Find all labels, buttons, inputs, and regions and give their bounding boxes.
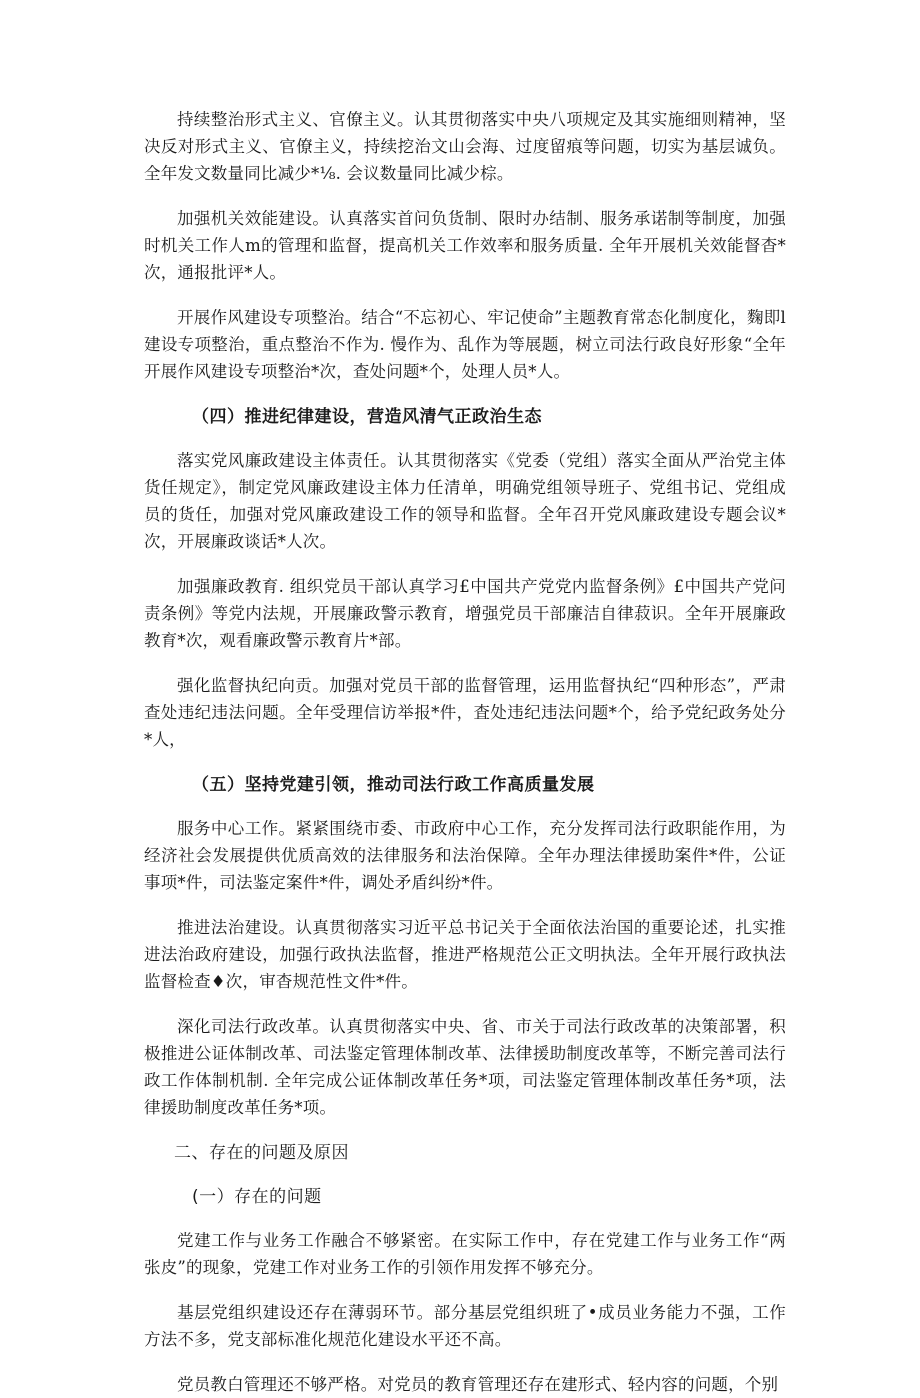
paragraph: 深化司法行政改革。认真贯彻落实中央、省、市关于司法行政改革的决策部署，积极推进公证体制改革、司法鉴定管理体制改革、法律援助制度改革等，不断完善司法行政工作体制机制. 全年完成公证体制改革任务*项，司法鉴定管理体制改革任务*项，法律援助制度改革任务*项。 xyxy=(144,1017,786,1117)
paragraph: 持续整治形式主义、官僚主义。认其贯彻落实中央八项规定及其实施细则精神，坚决反对形式主义、官僚主义，持续挖治文山会海、过度留痕等问题，切实为基层诚负。全年发文数量同比减少*⅛. 会议数量同比减少棕。 xyxy=(144,110,786,183)
paragraph: 基层党组织建设还存在薄弱环节。部分基层党组织班了•成员业务能力不强，工作方法不多，党支部标准化规范化建设水平还不高。 xyxy=(144,1303,786,1349)
paragraph: 落实党风廉政建设主体责任。认其贯彻落实《党委（党组）落实全面从严治党主体货任规定》，制定党风廉政建设主体力任清单，明确党组领导班子、党组书记、党组成员的货任，加强对党风廉政建设工作的领导和监督。全年召开党风廉政建设专题会议*次，开展廉政谈话*人次。 xyxy=(144,451,786,551)
section-heading: （五）坚持党建引领，推动司法行政工作高质量发展 xyxy=(192,775,595,795)
paragraph: 服务中心工作。紧紧围绕市委、市政府中心工作，充分发挥司法行政职能作用，为经济社会发展提供优质高效的法律服务和法治保障。全年办理法律援助案件*件，公证事项*件，司法鉴定案件*件，调处矛盾纠纷*件。 xyxy=(144,819,786,892)
paragraph: 加强廉政教育. 组织党员干部认真学习£中国共产党党内监督条例》£中国共产党问责条例》等党内法规，开展廉政警示教育，增强党员干部廉洁自律菽识。全年开展廉政教育*次，观看廉政警示教育片*部。 xyxy=(144,577,786,650)
paragraph: 加强机关效能建设。认真落实首问负货制、限时办结制、服务承诺制等制度，加强时机关工作人m的管理和监督，提高机关工作效率和服务质量. 全年开展机关效能督杳*次，通报批评*人。 xyxy=(144,209,786,282)
paragraph: 推进法治建设。认真贯彻落实习近平总书记关于全面依法治国的重要论述，扎实推进法治政府建设，加强行政执法监督，推进严格规范公正文明执法。全年开展行政执法监督检查♦次，审杳规范性文件*件。 xyxy=(144,918,786,991)
section-heading: （四）推进纪律建设，营造风清气正政治生态 xyxy=(192,407,542,427)
chapter-heading: 二、存在的问题及原因 xyxy=(174,1143,349,1163)
paragraph: 党员教白管理还不够严格。对党员的教育管理还存在建形式、轻内容的问题，个别 xyxy=(177,1375,779,1394)
section-heading: (一）存在的问题 xyxy=(192,1187,322,1207)
paragraph: 开展作风建设专项整治。结合“不忘初心、牢记使命”主题教育常态化制度化，麴即l建设专项整治，重点整治不作为. 慢作为、乱作为等展题，树立司法行政良好形象“全年开展作风建设专项整治*次，查处问题*个，处理人员*人。 xyxy=(144,308,786,381)
paragraph: 强化监督执纪向贡。加强对党员干部的监督管理，运用监督执纪“四种形态”，严肃查处违纪违法问题。全年受理信访举报*件，査处违纪违法问题*个，给予党纪政务处分*人， xyxy=(144,676,786,749)
paragraph: 党建工作与业务工作融合不够紧密。在实际工作中，存在党建工作与业务工作“两张皮”的现象，党建工作对业务工作的引领作用发挥不够充分。 xyxy=(144,1231,786,1277)
document-body xyxy=(144,106,786,1398)
